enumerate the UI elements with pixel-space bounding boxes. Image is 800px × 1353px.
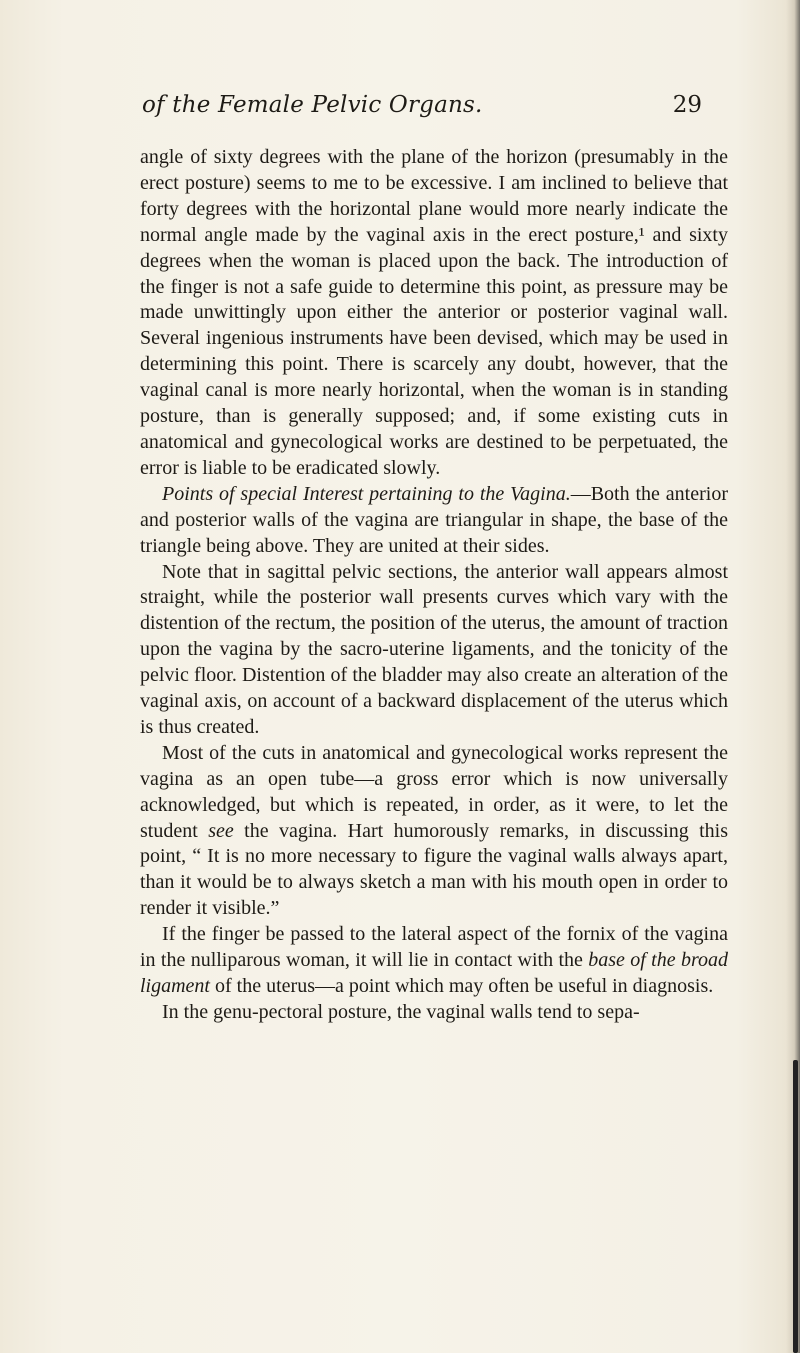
running-title: of the Female Pelvic Organs.: [142, 92, 483, 118]
body-text: [140, 145, 728, 1026]
page-number: 29: [672, 92, 702, 118]
paragraph-vagina-points: [140, 482, 728, 560]
paragraph-sagittal-sections: [140, 560, 728, 741]
paragraph-open-tube: [140, 741, 728, 922]
paragraph-text: In the genu-pectoral posture, the vaginal walls tend to sepa-: [162, 1000, 640, 1023]
paragraph-text: Most of the cuts in anatomical and gynecological works represent the vagina as an open tube—a gross error which is now universally acknowledged, but which is repeated, in order, as it were, to let the student: [140, 741, 728, 842]
paragraph-genu-pectoral: [140, 1000, 728, 1026]
paragraph-continued: [140, 145, 728, 482]
emphasis-text: see: [208, 819, 234, 842]
emphasis-text: base of the broad ligament: [140, 949, 728, 997]
binding-edge-mark: [793, 1060, 798, 1353]
paragraph-text: Note that in sagittal pelvic sections, the anterior wall appears almost straight, while the posterior wall presents curves which vary with the distention of the rectum, the position of the uterus, the amount of traction upon the vagina by the sacro-uterine ligaments, and the tonicity of the pelvic floor. Distention of the bladder may also create an alteration of the vaginal axis, on account of a backward displacement of the uterus which is thus created.: [140, 560, 728, 738]
paragraph-text: the vagina. Hart humorously remarks, in discussing this point, “ It is no more necessary to figure the vaginal walls always apart, than it would be to always sketch a man with his mouth open in order to render it visible.”: [140, 819, 729, 920]
paragraph-text: of the uterus—a point which may often be useful in diagnosis.: [210, 975, 714, 997]
paragraph-text: angle of sixty degrees with the plane of the horizon (presumably in the erect posture) seems to me to be excessive. I am inclined to believe that forty degrees with the horizontal plane would more nearly indicate the normal angle made by the vaginal axis in the erect posture,¹ and sixty degrees when the woman is placed upon the back. The introduction of the finger is not a safe guide to determine this point, as pressure may be made unwittingly upon either the anterior or posterior vaginal wall. Several ingenious instruments have been devised, which may be used in determining this point. There is scarcely any doubt, however, that the vaginal canal is more nearly horizontal, when the woman is in standing posture, than is generally supposed; and, if some existing cuts in anatomical and gynecological works are destined to be perpetuated, the error is liable to be eradicated slowly.: [140, 146, 728, 479]
section-heading: Points of special Interest pertaining to the Vagina.: [162, 482, 571, 505]
paragraph-broad-ligament: [140, 922, 728, 1000]
paragraph-text: —Both the anterior and posterior walls of the vagina are triangular in shape, the base of the triangle being above. They are united at their sides.: [140, 482, 728, 557]
paragraph-text: If the finger be passed to the lateral aspect of the fornix of the vagina in the nulliparous woman, it will lie in contact with the: [140, 923, 728, 972]
running-header: [142, 92, 702, 126]
